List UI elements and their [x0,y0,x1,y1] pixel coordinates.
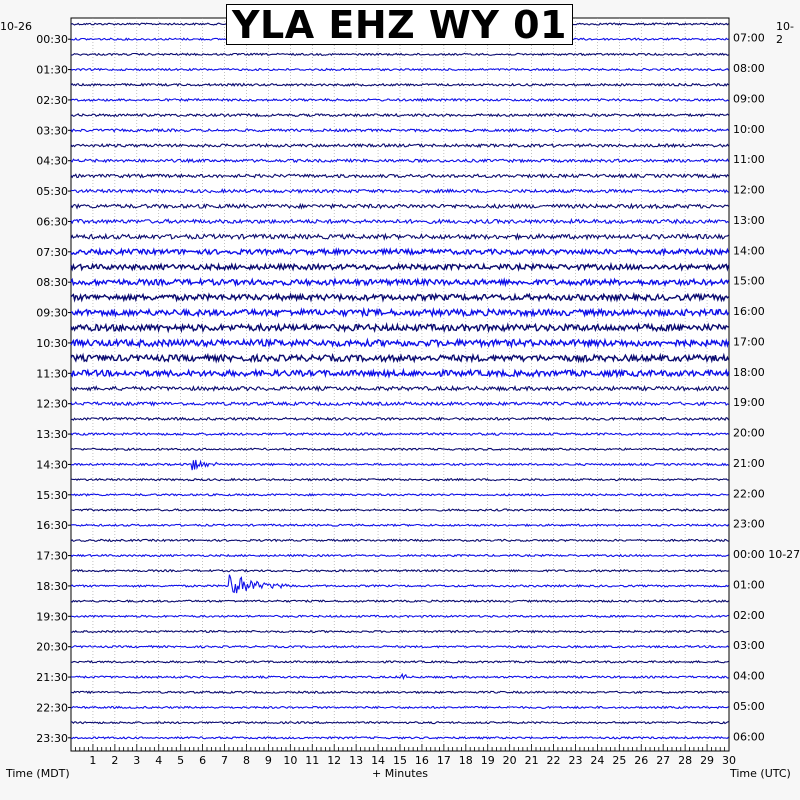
right-tick-label: 05:00 [733,699,765,713]
x-tick-label: 30 [722,754,736,767]
right-tick-label: 12:00 [733,183,765,197]
right-tick-label: 20:00 [733,426,765,440]
right-tick-label: 04:00 [733,669,765,683]
date-right: 10-2 [776,20,794,46]
left-tick-label: 09:30 [36,306,68,320]
left-tick-label: 18:30 [36,579,68,593]
right-tick-label: 16:00 [733,305,765,319]
x-tick-label: 15 [393,754,407,767]
x-tick-label: 22 [546,754,561,767]
x-tick-label: 6 [199,754,207,767]
left-tick-label: 02:30 [36,93,68,107]
x-tick-label: 4 [155,754,163,767]
x-tick-label: 13 [349,754,364,767]
left-tick-label: 07:30 [36,245,68,259]
left-time-ticks [36,33,71,745]
right-tick-label: 22:00 [733,487,765,501]
x-tick-label: 8 [242,754,250,767]
x-tick-label: 14 [371,754,386,767]
date-left: 10-26 [0,20,32,33]
left-tick-label: 10:30 [36,336,68,350]
right-tick-label: 14:00 [733,244,765,258]
right-tick-label: 03:00 [733,639,765,653]
x-axis-label: + Minutes [371,767,429,780]
left-tick-label: 06:30 [36,215,68,229]
x-tick-label: 1 [89,754,97,767]
left-tick-label: 03:30 [36,124,68,138]
right-tick-label: 13:00 [733,213,765,227]
left-tick-label: 14:30 [36,458,68,472]
left-tick-label: 21:30 [36,671,68,685]
right-tick-label: 08:00 [733,62,765,76]
x-tick-label: 20 [502,754,517,767]
right-tick-label: 09:00 [733,92,765,106]
x-tick-label: 23 [568,754,583,767]
left-tick-label: 20:30 [36,640,68,654]
right-tick-label: 17:00 [733,335,765,349]
left-tick-label: 16:30 [36,519,68,533]
x-tick-label: 21 [524,754,539,767]
right-tick-label: 18:00 [733,365,765,379]
left-tick-label: 17:30 [36,549,68,563]
right-time-ticks [733,32,800,744]
left-tick-label: 22:30 [36,701,68,715]
right-tick-label: 07:00 [733,31,765,45]
x-tick-label: 18 [458,754,473,767]
left-tick-label: 11:30 [36,367,68,381]
right-axis-label: Time (UTC) [730,767,791,780]
x-tick-label: 16 [414,754,429,767]
left-tick-label: 05:30 [36,185,68,199]
x-tick-label: 3 [133,754,141,767]
x-tick-label: 19 [480,754,495,767]
x-tick-label: 2 [111,754,119,767]
left-tick-label: 00:30 [36,33,68,47]
right-tick-label: 11:00 [733,153,765,167]
right-tick-label: 02:00 [733,608,765,622]
x-tick-label: 11 [305,754,320,767]
x-tick-label: 12 [327,754,342,767]
x-tick-label: 26 [634,754,649,767]
left-tick-label: 08:30 [36,276,68,290]
x-tick-label: 7 [221,754,229,767]
right-tick-label: 01:00 [733,578,765,592]
right-tick-label: 06:00 [733,730,765,744]
x-tick-label: 5 [177,754,185,767]
right-tick-label: 21:00 [733,456,765,470]
x-tick-label: 17 [436,754,451,767]
right-tick-label: 19:00 [733,396,765,410]
right-tick-label: 23:00 [733,517,765,531]
left-tick-label: 19:30 [36,610,68,624]
left-tick-label: 23:30 [36,731,68,745]
left-tick-label: 12:30 [36,397,68,411]
left-axis-label: Time (MDT) [6,767,70,780]
left-tick-label: 04:30 [36,154,68,168]
x-tick-label: 27 [656,754,671,767]
x-tick-label: 9 [264,754,272,767]
left-tick-label: 01:30 [36,63,68,77]
x-tick-label: 24 [590,754,605,767]
right-tick-label: 15:00 [733,274,765,288]
x-tick-label: 29 [700,754,715,767]
chart-title: YLA EHZ WY 01 [226,4,573,45]
right-tick-label: 10:00 [733,122,765,136]
right-tick-label: 00:00 10-27 [733,548,800,562]
left-tick-label: 15:30 [36,488,68,502]
x-tick-label: 10 [283,754,298,767]
x-tick-label: 25 [612,754,627,767]
left-tick-label: 13:30 [36,428,68,442]
x-tick-label: 28 [678,754,693,767]
